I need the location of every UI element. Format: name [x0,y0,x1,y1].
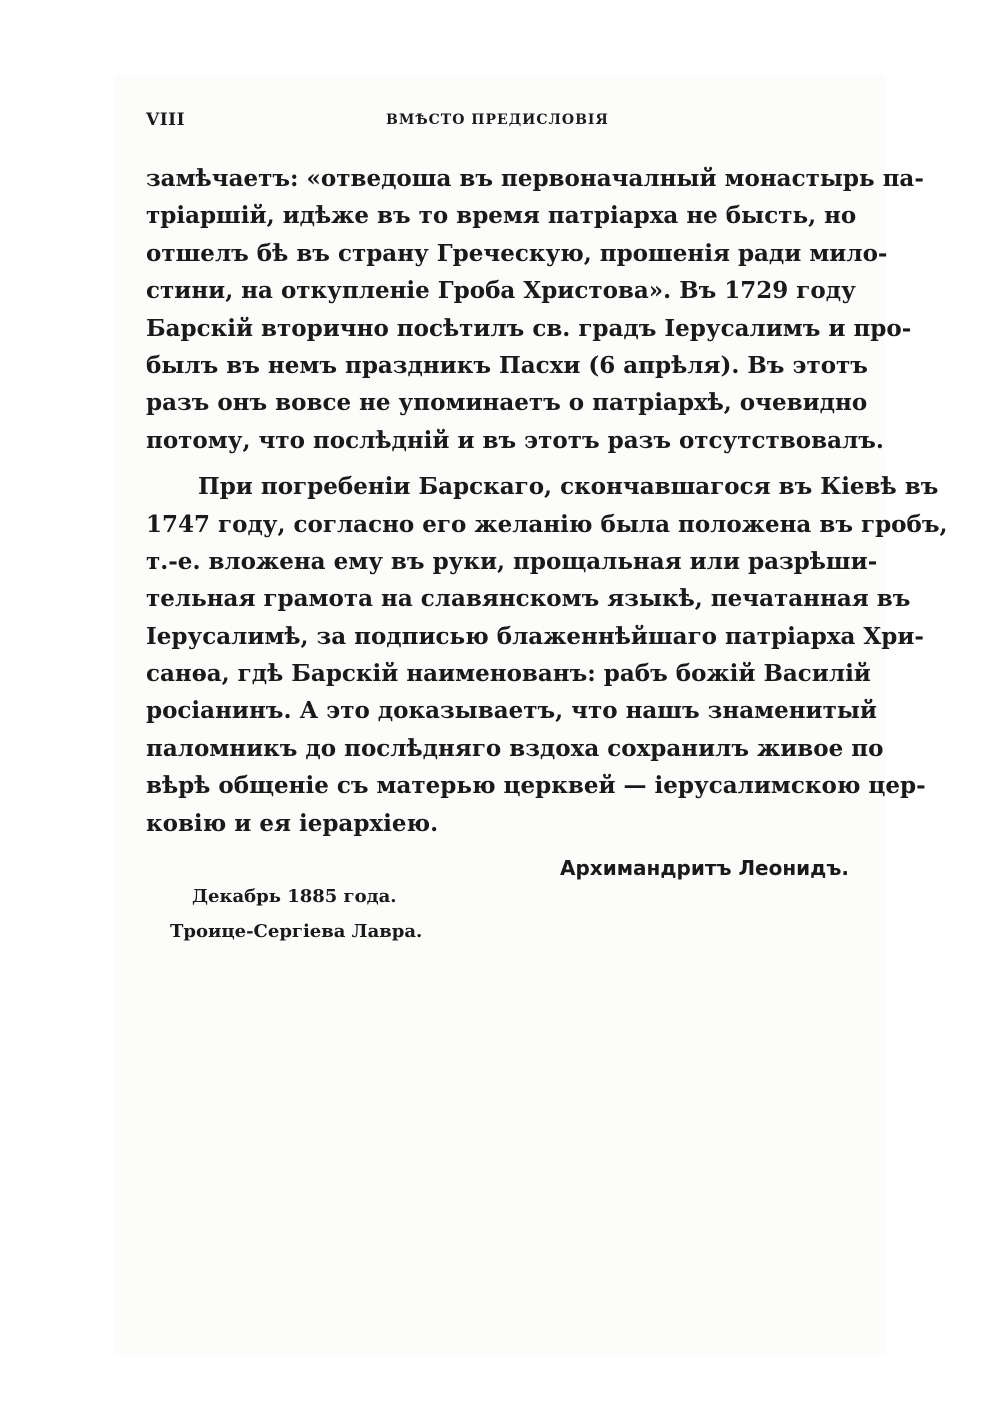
text-line: ковію и ея іерархіею. [146,809,439,837]
text-line: былъ въ немъ праздникъ Пасхи (6 апрѣля). Въ этотъ [146,351,868,379]
text-line: отшелъ бѣ въ страну Греческую, прошенія ради мило- [146,239,888,267]
text-line: тельная грамота на славянскомъ языкѣ, печатанная въ [146,585,911,613]
page-number: VIII [146,110,186,130]
dateline [170,879,422,949]
text-line: вѣрѣ общеніе съ матерью церквей — іерусалимскою цер- [146,772,926,800]
text-line: потому, что послѣдній и въ этотъ разъ отсутствовалъ. [146,426,884,454]
running-head [146,110,836,134]
author-signature: Архимандритъ Леонидъ. [560,856,849,880]
text-line: При погребеніи Барскаго, скончавшагося въ Кіевѣ въ [198,473,939,501]
text-line: т.-е. вложена ему въ руки, прощальная или разрѣши- [146,547,878,575]
body-text [146,160,948,842]
running-title: ВМѢСТО ПРЕДИСЛОВІЯ [386,112,609,128]
text-line: Іерусалимѣ, за подписью блаженнѣйшаго патріарха Хри- [146,622,924,650]
text-line: паломникъ до послѣдняго вздоха сохранилъ живое по [146,734,884,762]
text-line: Барскій вторично посѣтилъ св. градъ Іерусалимъ и про- [146,314,912,342]
text-line: разъ онъ вовсе не упоминаетъ о патріархѣ, очевидно [146,389,868,417]
date-text: Декабрь 1885 года. [192,886,397,907]
paragraph-1 [146,160,924,459]
text-line: замѣчаетъ: «отведоша въ первоначалный монастырь па- [146,165,924,192]
text-line: стини, на откупленіе Гроба Христова». Въ 1729 году [146,277,856,305]
text-line: санѳа, гдѣ Барскій наименованъ: рабъ божій Василій [146,660,871,688]
text-line: росіанинъ. А это доказываетъ, что нашъ знаменитый [146,697,877,725]
paragraph-2 [146,468,948,842]
place-text: Троице-Сергіева Лавра. [170,921,423,942]
paragraph-gap [146,459,822,468]
text-line: 1747 году, согласно его желанію была положена въ гробъ, [146,510,948,538]
text-line: тріаршій, идѣже въ то время патріарха не бысть, но [146,202,857,230]
